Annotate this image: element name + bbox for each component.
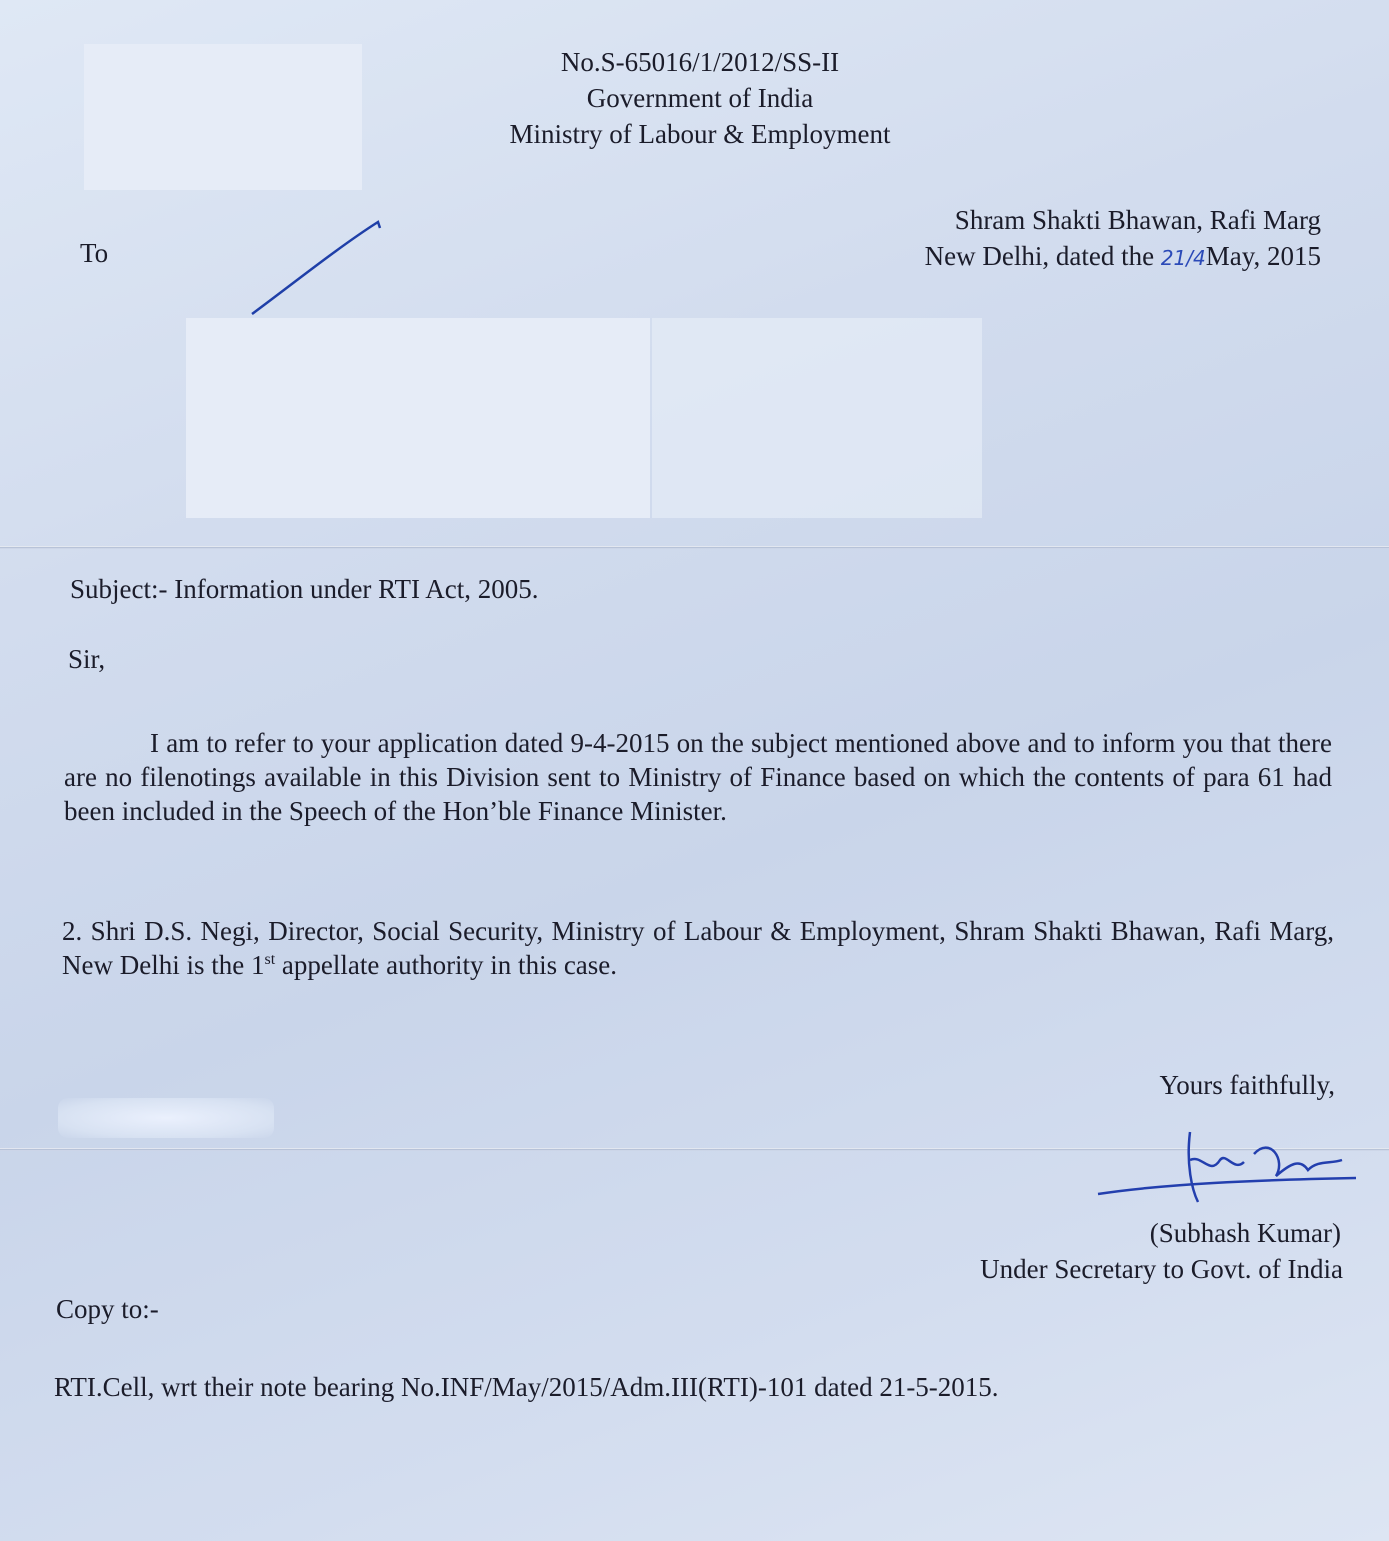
date-suffix: May, 2015: [1205, 241, 1321, 271]
letter-header: [440, 44, 960, 152]
date-prefix: New Delhi, dated the: [924, 241, 1161, 271]
to-label: To: [80, 238, 109, 268]
ministry-name: Ministry of Labour & Employment: [509, 119, 891, 149]
subject-line: Subject:- Information under RTI Act, 2005.: [70, 574, 539, 604]
paragraph-2-text-end: appellate authority in this case.: [275, 950, 618, 980]
government-name: Government of India: [586, 83, 814, 113]
address-line-1: Shram Shakti Bhawan, Rafi Marg: [954, 205, 1321, 235]
handwritten-signature: [1094, 1124, 1364, 1214]
body-paragraph-2: [62, 914, 1334, 982]
copy-to-label: Copy to:-: [56, 1294, 159, 1324]
date-line: [925, 238, 1321, 276]
redacted-area-recipient-right: [652, 318, 982, 518]
redacted-area-top-left: [84, 44, 362, 190]
copy-to-recipient: RTI.Cell, wrt their note bearing No.INF/May/2015/Adm.III(RTI)-101 dated 21-5-2015.: [54, 1372, 999, 1402]
body-paragraph-1: [64, 726, 1332, 828]
blurred-stamp: [58, 1098, 274, 1138]
salutation: Sir,: [68, 644, 106, 674]
paper-fold-upper: [0, 546, 1389, 549]
sender-address: [925, 202, 1321, 276]
handwritten-day: 21/4: [1160, 246, 1206, 270]
pen-stroke-mark: [250, 216, 390, 320]
closing: Yours faithfully,: [1159, 1070, 1335, 1100]
paragraph-1-text: I am to refer to your application dated 9-4-2015 on the subject mentioned above and to inform you that there are no filenotings available in this Division sent to Ministry of Finance based on which the contents of para 61 had been included in the Speech of the Hon’ble Finance Minister.: [64, 728, 1332, 826]
redacted-area-recipient-left: [186, 318, 650, 518]
signatory-designation: Under Secretary to Govt. of India: [980, 1254, 1343, 1284]
ordinal-superscript: st: [264, 951, 276, 968]
reference-number: No.S-65016/1/2012/SS-II: [560, 47, 840, 77]
signatory-name: (Subhash Kumar): [1149, 1218, 1341, 1248]
paragraph-2-text: 2. Shri D.S. Negi, Director, Social Security, Ministry of Labour & Employment, Shram Shakti Bhawan, Rafi Marg, New Delhi is the 1: [62, 916, 1334, 980]
